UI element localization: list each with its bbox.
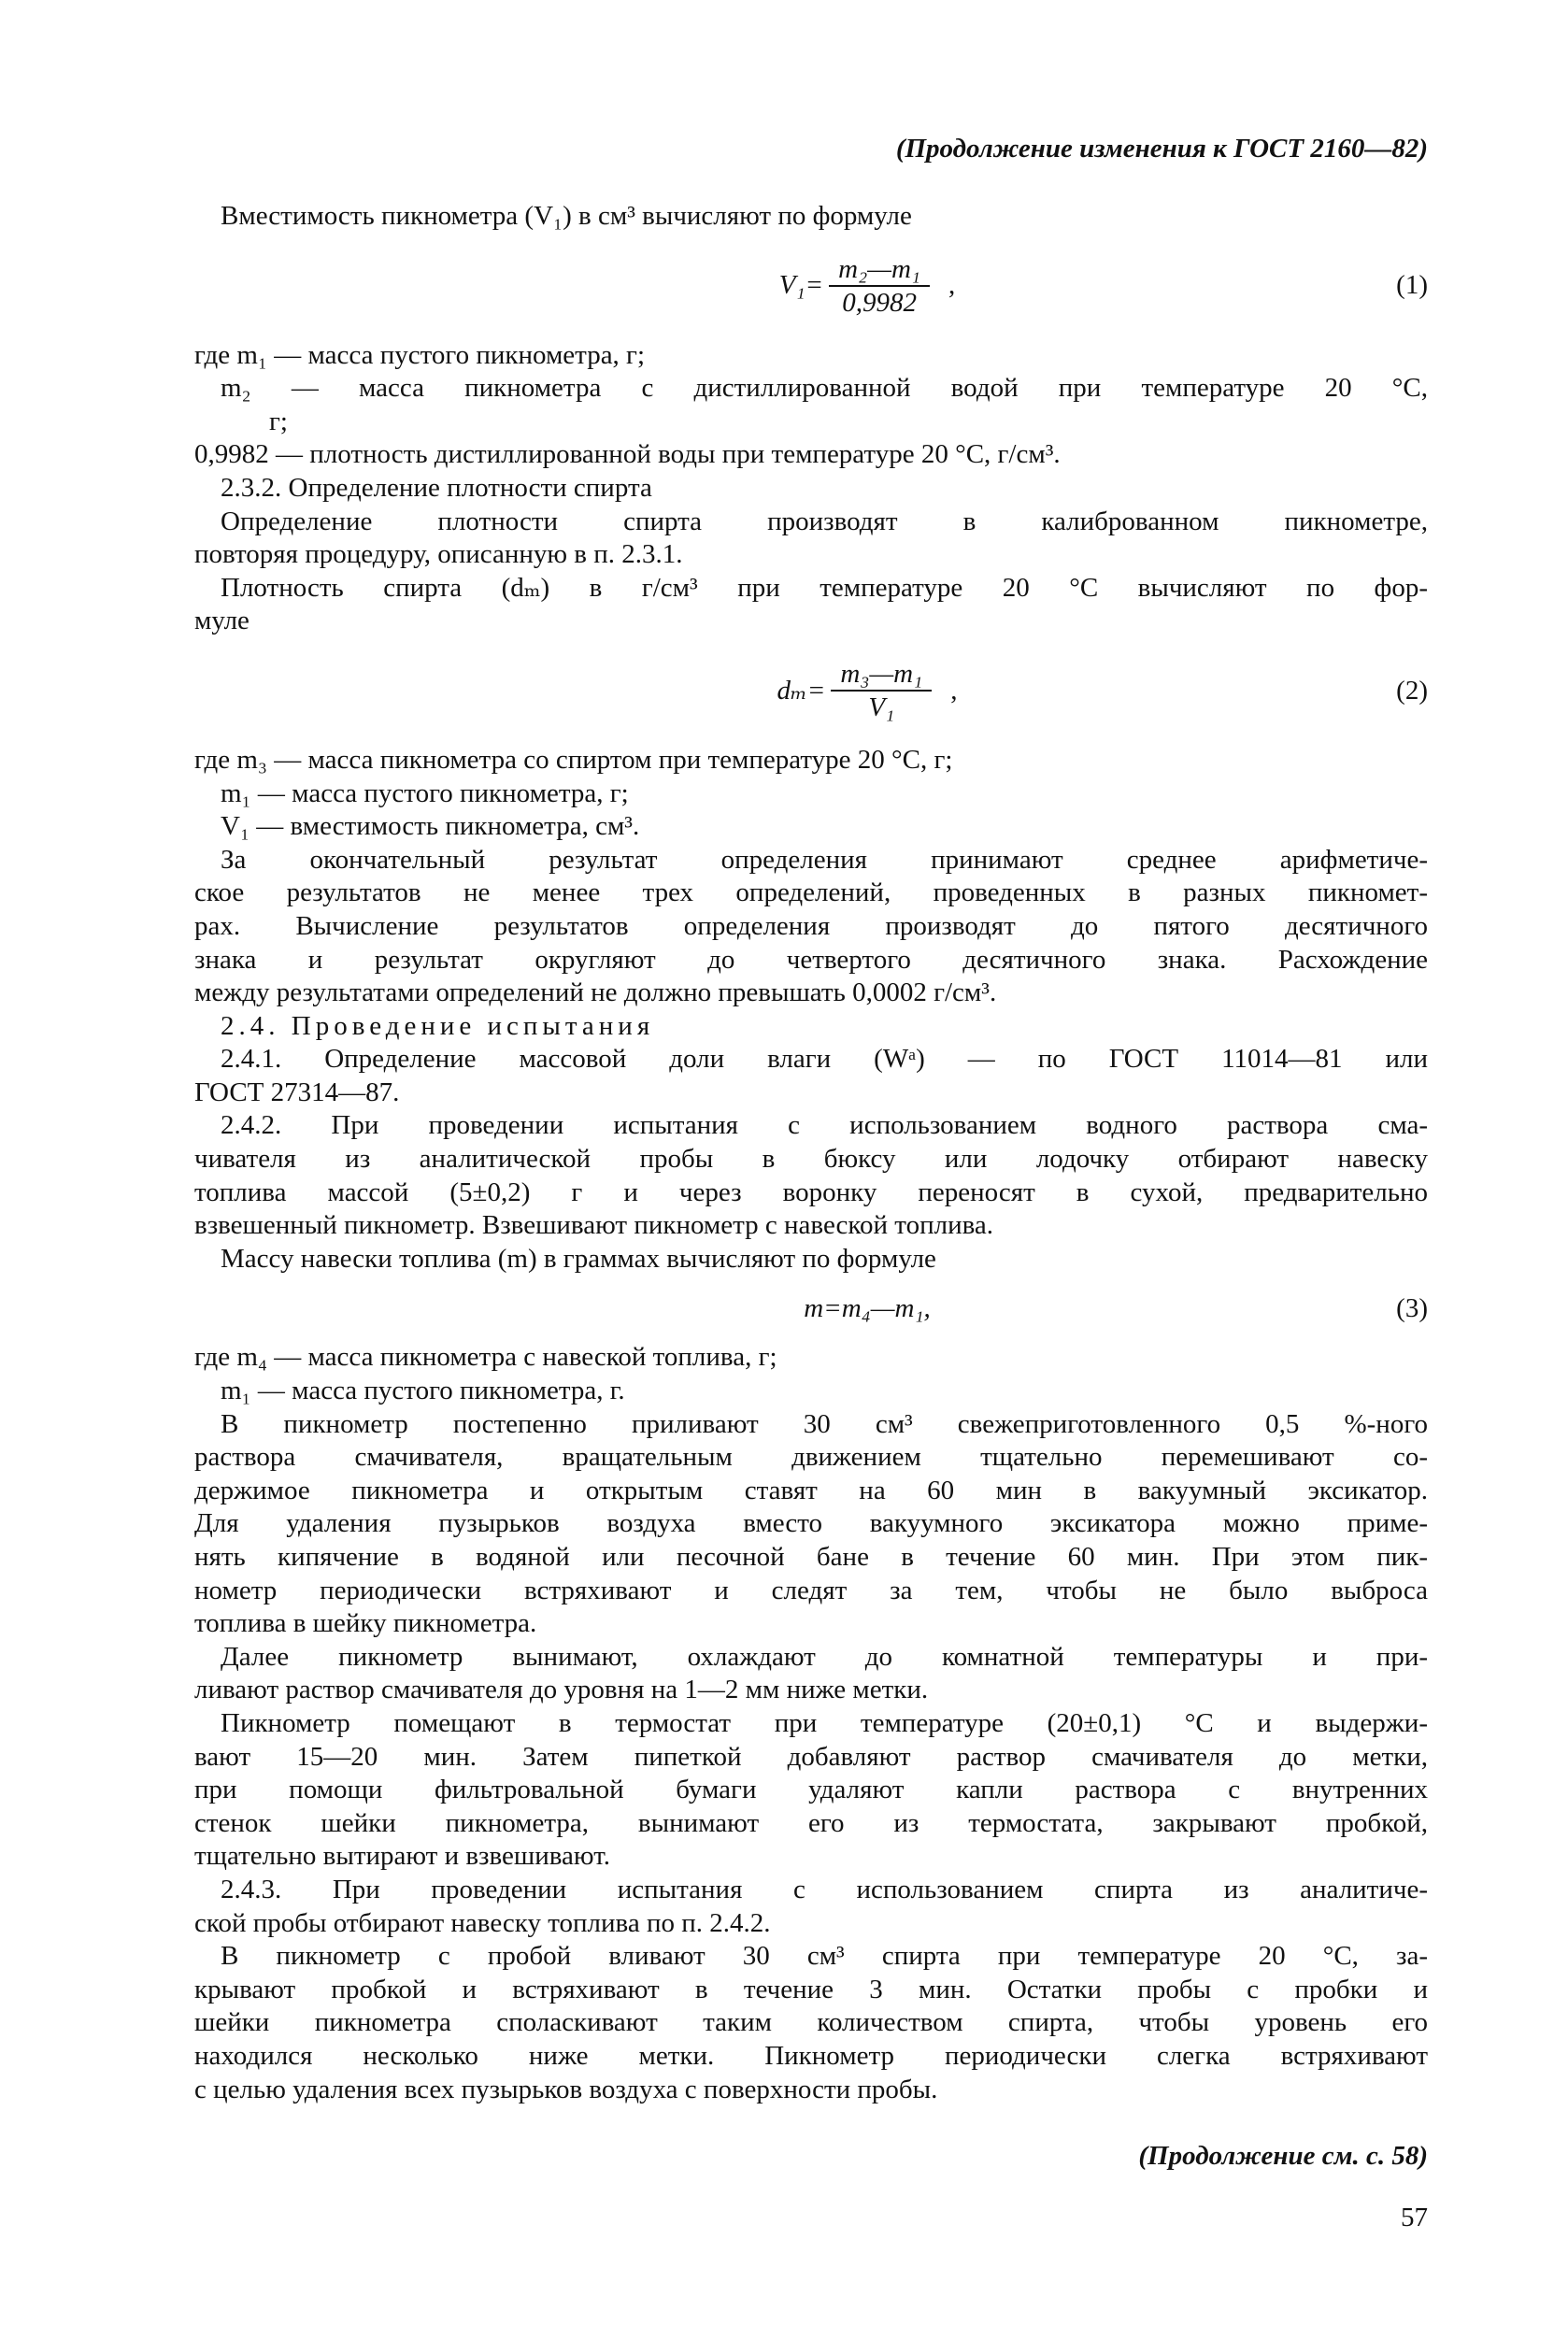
text-line: муле (194, 606, 249, 636)
text-line: За окончательный результат определения принимают среднее арифметиче- (221, 844, 1428, 875)
text-line: 2.3.2. Определение плотности спирта (221, 472, 652, 503)
text-line: Массу навески топлива (m) в граммах вычисляют по формуле (221, 1243, 936, 1274)
text-line: с целью удаления всех пузырьков воздуха с поверхности пробы. (194, 2074, 938, 2104)
page-number: 57 (1401, 2202, 1428, 2232)
continuation-footer: (Продолжение см. с. 58) (1138, 2141, 1428, 2172)
text-line: ское результатов не менее трех определений, проведенных в разных пикномет- (194, 877, 1428, 908)
text-line: где m₃ — масса пикнометра со спиртом при температуре 20 °C, г; (194, 744, 953, 775)
text-line: ГОСТ 27314—87. (194, 1077, 400, 1107)
text-line: нометр периодически встряхивают и следят за тем, чтобы не было выброса (194, 1575, 1428, 1605)
formula-number: (1) (1396, 270, 1428, 301)
fraction (829, 253, 930, 319)
text-line: знака и результат округляют до четвертого десятичного знака. Расхождение (194, 944, 1428, 975)
text-line: шейки пикнометра споласкивают таким количеством спирта, чтобы уровень его (194, 2007, 1428, 2038)
text-line: 2.4.2. При проведении испытания с использованием водного раствора сма- (221, 1110, 1428, 1141)
text-line: тщательно вытирают и взвешивают. (194, 1841, 610, 1872)
text-line: повторяя процедуру, описанную в п. 2.3.1. (194, 539, 683, 570)
formula-punctuation: , (948, 270, 956, 301)
fraction-numerator: m₂—m₁ (829, 253, 930, 287)
text-line: находился несколько ниже метки. Пикнометр периодически слегка встряхивают (194, 2040, 1428, 2071)
formula-punctuation: , (950, 675, 958, 706)
text-line: Определение плотности спирта производят в калиброванном пикнометре, (221, 506, 1428, 536)
text-line: топлива массой (5±0,2) г и через воронку переносят в сухой, предварительно (194, 1177, 1428, 1207)
text-line: V₁ — вместимость пикнометра, см³. (221, 811, 640, 842)
text-line: Вместимость пикнометра (V₁) в см³ вычисляют по формуле (221, 201, 912, 231)
text-line: 2.4.3. При проведении испытания с использованием спирта из аналитиче- (221, 1874, 1428, 1904)
text-line: В пикнометр постепенно приливают 30 см³ свежеприготовленного 0,5 %-ного (221, 1408, 1428, 1439)
document-body (194, 200, 1428, 2106)
fraction-denominator: V₁ (868, 692, 895, 723)
text-line: при помощи фильтровальной бумаги удаляют капли раствора с внутренних (194, 1775, 1428, 1805)
formula-number: (3) (1396, 1292, 1428, 1323)
text-line: m₁ — масса пустого пикнометра, г. (221, 1376, 625, 1406)
text-line: m₂ — масса пикнометра с дистиллированной водой при температуре 20 °C, (221, 373, 1428, 404)
formula-lhs: dₘ= (777, 675, 826, 706)
text-line: держимое пикнометра и открытым ставят на 60 мин в вакуумный эксикатор. (194, 1475, 1428, 1505)
formula-expression (804, 1292, 931, 1326)
text-line: 2.4.1. Определение массовой доли влаги (Wᵃ) — по ГОСТ 11014—81 или (221, 1044, 1428, 1075)
text-line: где m₄ — масса пикнометра с навеской топлива, г; (194, 1342, 777, 1373)
text-line: вают 15—20 мин. Затем пипеткой добавляют раствор смачивателя до метки, (194, 1741, 1428, 1772)
text-line: Для удаления пузырьков воздуха вместо вакуумного эксикатора можно приме- (194, 1508, 1428, 1539)
text-line: крывают пробкой и встряхивают в течение 3 мин. Остатки пробы с пробки и (194, 1974, 1428, 2004)
document-page (194, 133, 1428, 2234)
text-line: где m₁ — масса пустого пикнометра, г; (194, 339, 646, 370)
text-line: г; (269, 406, 288, 436)
text-line: взвешенный пикнометр. Взвешивают пикнометр с навеской топлива. (194, 1210, 994, 1241)
text-line: m₁ — масса пустого пикнометра, г; (221, 777, 629, 808)
formula (194, 1276, 1428, 1341)
formula-expression (779, 253, 955, 319)
text-line: рах. Вычисление результатов определения производят до пятого десятичного (194, 910, 1428, 941)
text-line: Далее пикнометр вынимают, охлаждают до комнатной температуры и при- (221, 1641, 1428, 1672)
formula-lhs: m=m₄—m₁, (804, 1292, 931, 1323)
text-line: нять кипячение в водяной или песочной бане в течение 60 мин. При этом пик- (194, 1542, 1428, 1572)
text-line: топлива в шейку пикнометра. (194, 1608, 537, 1639)
text-line: ской пробы отбирают навеску топлива по п. 2.4.2. (194, 1907, 771, 1938)
formula (194, 234, 1428, 339)
text-line: стенок шейки пикнометра, вынимают его из термостата, закрывают пробкой, (194, 1807, 1428, 1838)
formula-lhs: V₁= (778, 270, 824, 301)
fraction (831, 658, 932, 723)
text-line: между результатами определений не должно превышать 0,0002 г/см³. (194, 977, 997, 1008)
text-line: 2.4. Проведение испытания (221, 1010, 655, 1041)
formula-number: (2) (1396, 675, 1428, 706)
fraction-numerator: m₃—m₁ (831, 658, 932, 692)
text-line: 0,9982 — плотность дистиллированной воды при температуре 20 °C, г/см³. (194, 439, 1061, 470)
text-line: раствора смачивателя, вращательным движением тщательно перемешивают со- (194, 1442, 1428, 1473)
text-line: Плотность спирта (dₘ) в г/см³ при температуре 20 °C вычисляют по фор- (221, 572, 1428, 603)
text-line: чивателя из аналитической пробы в бюксу или лодочку отбирают навеску (194, 1144, 1428, 1175)
fraction-denominator: 0,9982 (842, 288, 917, 319)
formula (194, 638, 1428, 744)
continuation-header: (Продолжение изменения к ГОСТ 2160—82) (895, 134, 1428, 164)
formula-expression (777, 658, 958, 723)
text-line: В пикнометр с пробой вливают 30 см³ спирта при температуре 20 °C, за- (221, 1941, 1428, 1972)
text-line: Пикнометр помещают в термостат при температуре (20±0,1) °C и выдержи- (221, 1707, 1428, 1738)
text-line: ливают раствор смачивателя до уровня на 1—2 мм ниже метки. (194, 1675, 929, 1705)
